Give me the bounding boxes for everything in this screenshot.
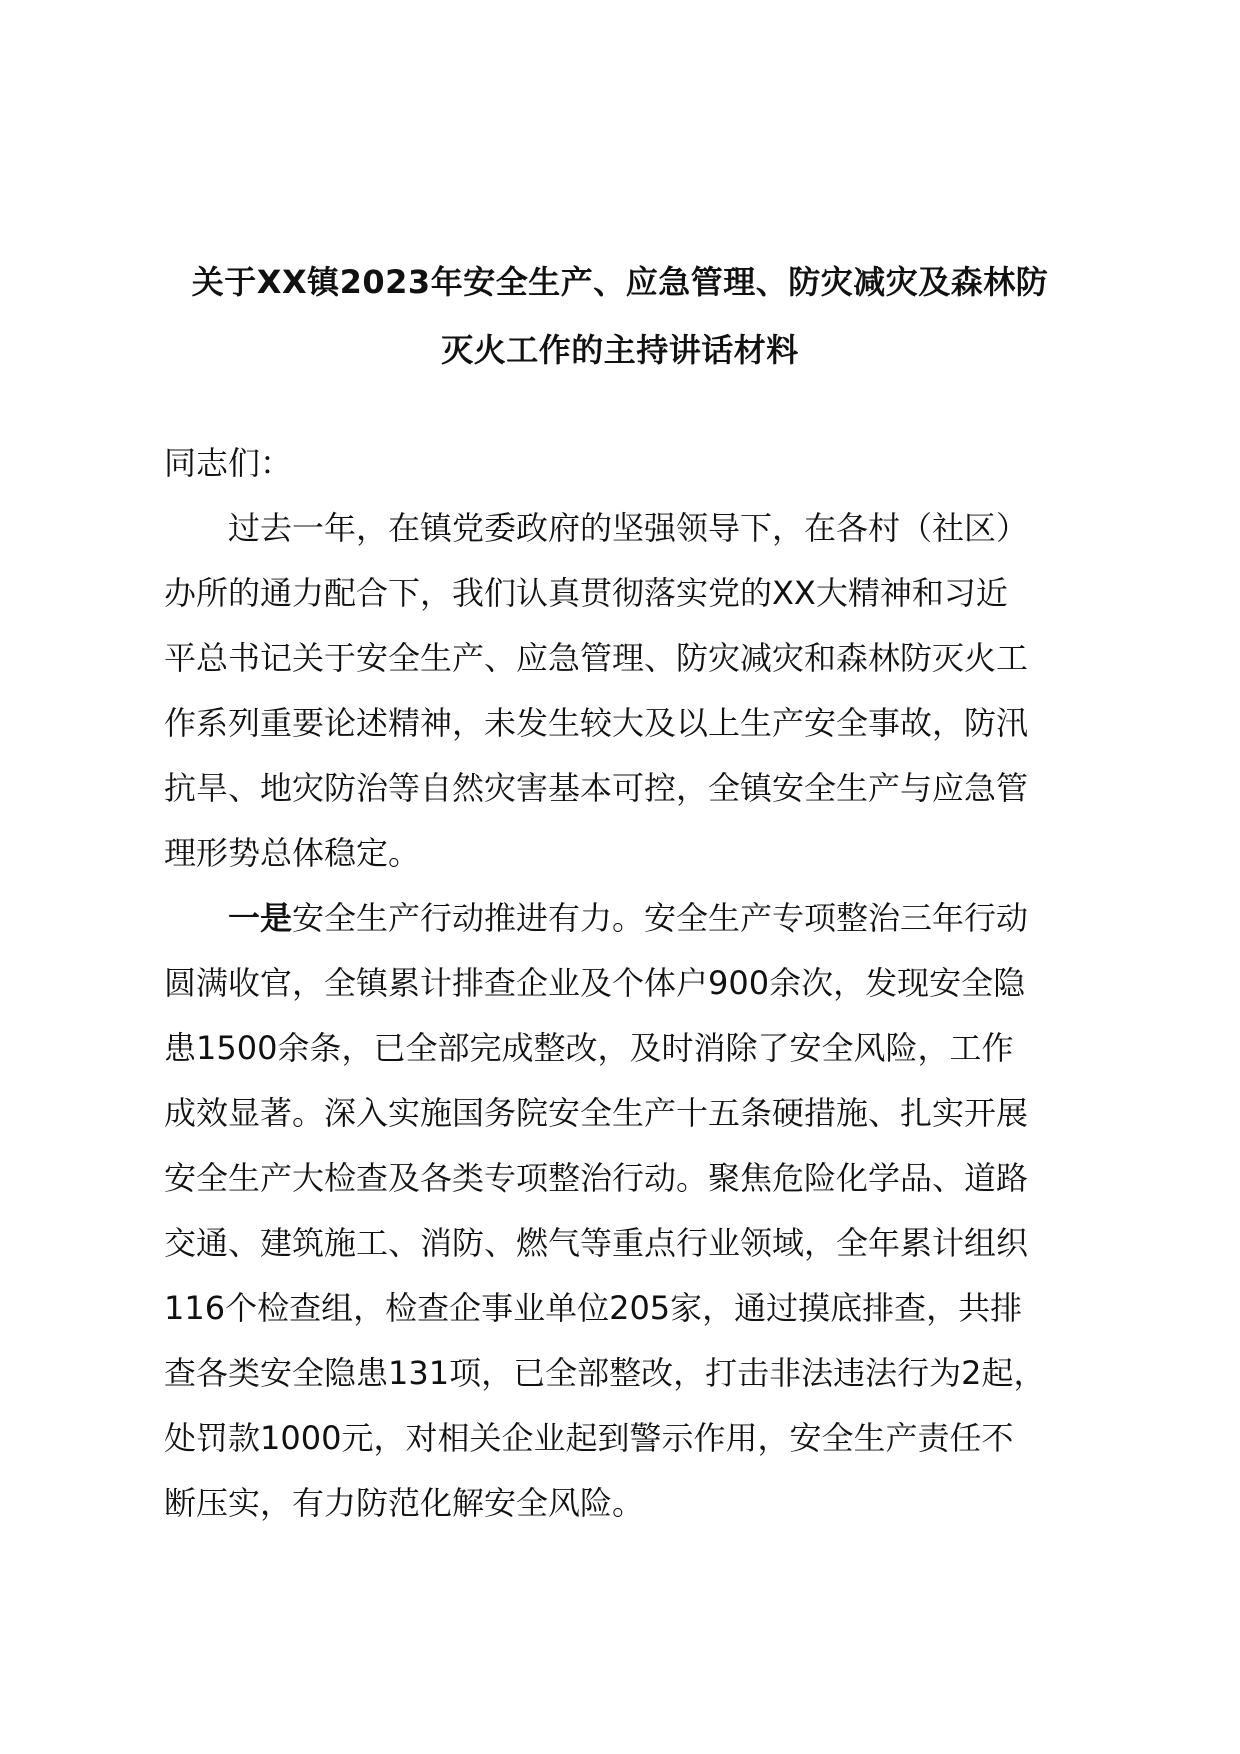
paragraph-1-line: 作系列重要论述精神，未发生较大及以上生产安全事故，防汛 xyxy=(164,704,1029,742)
paragraph-2-line: 断压实，有力防范化解安全风险。 xyxy=(164,1484,645,1522)
paragraph-2-first-line xyxy=(164,886,1094,951)
paragraph-1-line: 过去一年，在镇党委政府的坚强领导下，在各村（社区） xyxy=(228,509,1029,547)
document-title xyxy=(150,248,1090,384)
title-line-1: 关于XX镇2023年安全生产、应急管理、防灾减灾及森林防 xyxy=(191,263,1049,301)
paragraph-1 xyxy=(164,496,1094,886)
salutation: 同志们： xyxy=(164,444,293,482)
paragraph-2-first-text: 安全生产行动推进有力。安全生产专项整治三年行动 xyxy=(292,899,1029,937)
paragraph-1-line: 抗旱、地灾防治等自然灾害基本可控，全镇安全生产与应急管 xyxy=(164,769,1029,807)
paragraph-2-lead: 一是 xyxy=(228,899,293,937)
paragraph-2-line: 查各类安全隐患131项，已全部整改，打击非法违法行为2起， xyxy=(164,1354,1046,1392)
paragraph-2-line: 患1500余条，已全部完成整改，及时消除了安全风险，工作 xyxy=(164,1029,1014,1067)
paragraph-2-line: 116个检查组，检查企事业单位205家，通过摸底排查，共排 xyxy=(164,1289,1023,1327)
paragraph-2-line: 成效显著。深入实施国务院安全生产十五条硬措施、扎实开展 xyxy=(164,1094,1029,1132)
paragraph-2 xyxy=(164,886,1094,1536)
paragraph-1-line: 理形势总体稳定。 xyxy=(164,834,421,872)
paragraph-2-line: 交通、建筑施工、消防、燃气等重点行业领域，全年累计组织 xyxy=(164,1224,1029,1262)
paragraph-2-line: 安全生产大检查及各类专项整治行动。聚焦危险化学品、道路 xyxy=(164,1159,1029,1197)
paragraph-2-line: 圆满收官，全镇累计排查企业及个体户900余次，发现安全隐 xyxy=(164,964,1026,1002)
paragraph-1-line: 办所的通力配合下，我们认真贯彻落实党的XX大精神和习近 xyxy=(164,574,1008,612)
title-line-2: 灭火工作的主持讲话材料 xyxy=(441,331,799,369)
paragraph-1-line: 平总书记关于安全生产、应急管理、防灾减灾和森林防灭火工 xyxy=(164,639,1029,677)
paragraph-2-line: 处罚款1000元，对相关企业起到警示作用，安全生产责任不 xyxy=(164,1419,1014,1457)
document-body xyxy=(164,431,1094,1536)
